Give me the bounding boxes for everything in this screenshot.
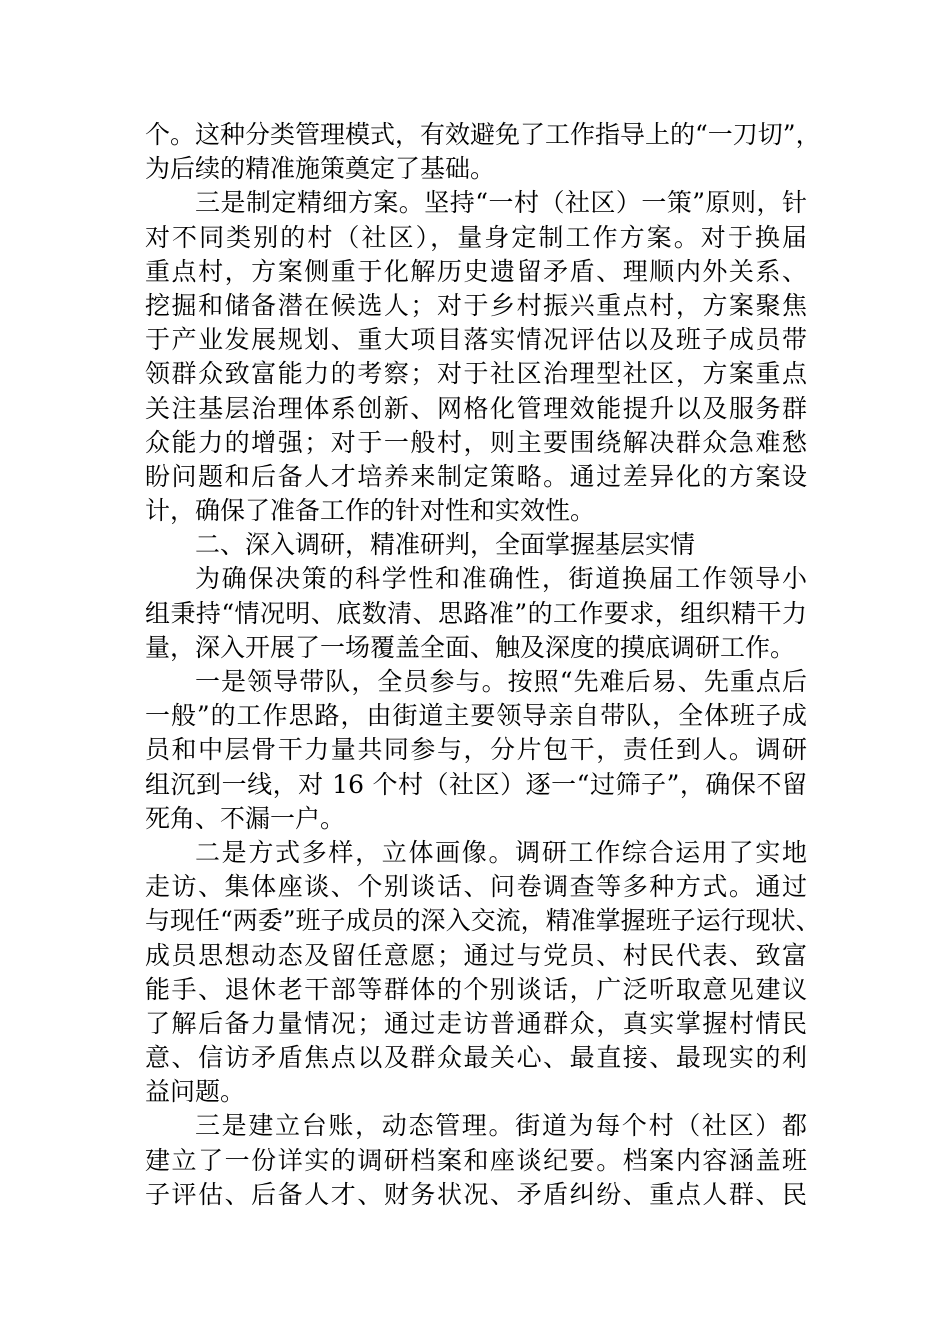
text-line: 为确保决策的科学性和准确性，街道换届工作领导小	[195, 564, 807, 594]
text-line: 盼问题和后备人才培养来制定策略。通过差异化的方案设	[145, 461, 807, 491]
text-line: 与现任“两委”班子成员的深入交流，精准掌握班子运行现状、	[145, 906, 821, 936]
text-line: 建立了一份详实的调研档案和座谈纪要。档案内容涵盖班	[145, 1145, 807, 1175]
text-line: 二、深入调研，精准研判，全面掌握基层实情	[195, 530, 696, 560]
text-line: 二是方式多样，立体画像。调研工作综合运用了实地	[195, 837, 807, 867]
text-line: 一般”的工作思路，由街道主要领导亲自带队，全体班子成	[145, 701, 807, 731]
text-line: 三是制定精细方案。坚持“一村（社区）一策”原则，针	[195, 188, 807, 218]
text-line: 益问题。	[145, 1077, 246, 1107]
text-line: 计，确保了准备工作的针对性和实效性。	[145, 496, 596, 526]
text-line: 个。这种分类管理模式，有效避免了工作指导上的“一刀切”，	[145, 120, 821, 149]
text-line: 了解后备力量情况；通过走访普通群众，真实掌握村情民	[145, 1008, 807, 1038]
text-line: 员和中层骨干力量共同参与，分片包干，责任到人。调研	[145, 735, 807, 765]
text-line: 对不同类别的村（社区），量身定制工作方案。对于换届	[145, 222, 807, 252]
text-line: 三是建立台账，动态管理。街道为每个村（社区）都	[195, 1111, 807, 1141]
text-line: 重点村，方案侧重于化解历史遗留矛盾、理顺内外关系、	[145, 256, 807, 286]
text-line: 走访、集体座谈、个别谈话、问卷调查等多种方式。通过	[145, 872, 807, 902]
text-line: 量，深入开展了一场覆盖全面、触及深度的摸底调研工作。	[145, 632, 796, 662]
text-line: 死角、不漏一户。	[145, 803, 346, 833]
text-line: 领群众致富能力的考察；对于社区治理型社区，方案重点	[145, 359, 807, 389]
text-line: 子评估、后备人才、财务状况、矛盾纠纷、重点人群、民	[145, 1179, 807, 1209]
document-page	[145, 118, 821, 1212]
text-line: 为后续的精准施策奠定了基础。	[145, 154, 496, 184]
text-line: 意、信访矛盾焦点以及群众最关心、最直接、最现实的利	[145, 1043, 807, 1073]
text-line: 一是领导带队，全员参与。按照“先难后易、先重点后	[195, 667, 807, 696]
text-line: 挖掘和储备潜在候选人；对于乡村振兴重点村，方案聚焦	[145, 290, 807, 320]
text-line: 组沉到一线，对 16 个村（社区）逐一“过筛子”，确保不留	[145, 769, 807, 799]
text-line: 关注基层治理体系创新、网格化管理效能提升以及服务群	[145, 393, 807, 423]
text-line: 组秉持“情况明、底数清、思路准”的工作要求，组织精干力	[145, 598, 807, 628]
text-line: 于产业发展规划、重大项目落实情况评估以及班子成员带	[145, 325, 807, 355]
text-line: 众能力的增强；对于一般村，则主要围绕解决群众急难愁	[145, 427, 807, 457]
text-line: 成员思想动态及留任意愿；通过与党员、村民代表、致富	[145, 940, 807, 970]
text-line: 能手、退休老干部等群体的个别谈话，广泛听取意见建议	[145, 974, 807, 1004]
